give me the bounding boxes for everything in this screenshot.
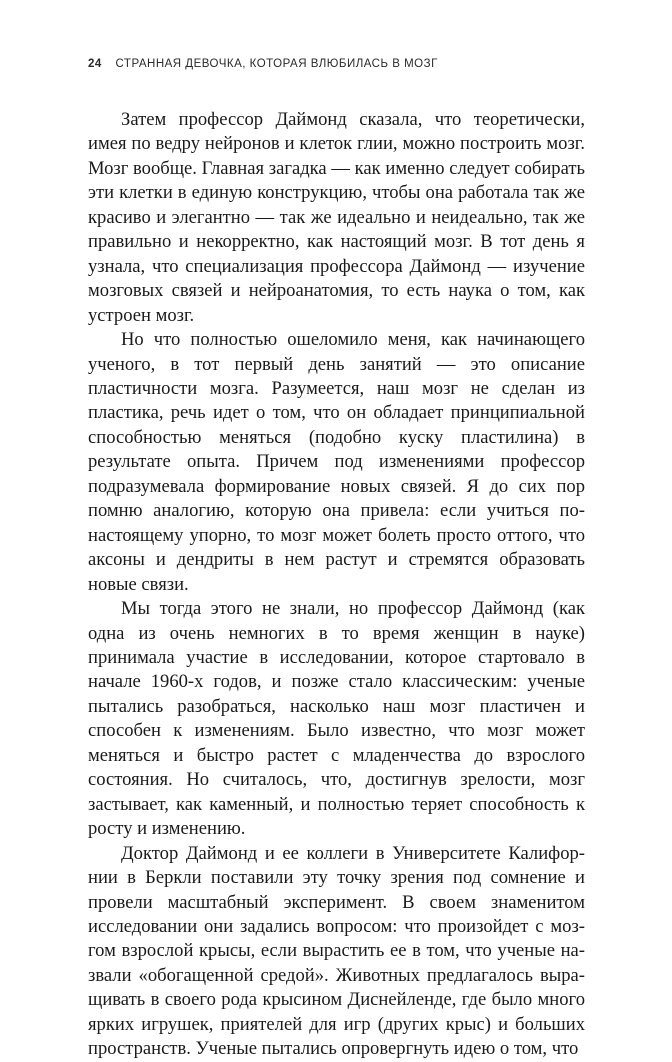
body-text	[88, 108, 585, 1062]
book-title: СТРАННАЯ ДЕВОЧКА, КОТОРАЯ ВЛЮБИЛАСЬ В МОЗГ	[115, 58, 438, 70]
page-number: 24	[88, 58, 102, 70]
running-head	[88, 58, 438, 70]
paragraph: Затем профессор Даймонд сказала, что теоретически, имея по ведру нейронов и клеток глии, можно построить мозг. Мозг вообще. Главная загадка — как именно следует собирать эти клетки в единую конструкцию, чтобы она работала так же красиво и элегантно — так же идеально и неидеально, так же правильно и некорректно, как настоящий мозг. В тот день я узнала, что специализация профессора Даймонд — изучение мозговых связей и нейроанатомия, то есть наука о том, как устроен мозг.	[88, 109, 585, 326]
paragraph: Но что полностью ошеломило меня, как начинающего ученого, в тот первый день занятий — это описание пластичности мозга. Разумеется, наш мозг не сделан из пластика, речь идет о том, что он обладает принципиальной способностью меняться (подобно куску пластилина) в результате опыта. Причем под изменениями профессор подразумевала формирование новых связей. Я до сих пор помню аналогию, которую она привела: если учиться по-настоящему упорно, то мозг может болеть просто оттого, что аксоны и дендриты в нем растут и стремятся образовать новые связи.	[88, 329, 585, 595]
paragraph: Мы тогда этого не знали, но профессор Даймонд (как одна из очень немногих в то время женщин в науке) принимала участие в исследовании, которое стартовало в начале 1960-х годов, и позже стало классическим: ученые пытались разобраться, насколько наш мозг пластичен и способен к изменениям. Было известно, что мозг может меняться и быстро растет с младенчества до взрослого состояния. Но считалось, что, достигнув зрелости, мозг застывает, как каменный, и полностью теряет способность к росту и изменению.	[88, 598, 585, 840]
paragraph: Доктор Даймонд и ее коллеги в Университете Калифорнии в Беркли поставили эту точку зрения под сомнение и провели масштабный эксперимент. В своем знаменитом исследовании они задались вопросом: что произойдет с мозгом взрослой крысы, если вырастить ее в том, что ученые назвали «обогащенной средой». Животных предлагалось выращивать в своего рода крысином Диснейленде, где было много ярких игрушек, приятелей для игр (других крыс) и больших пространств. Ученые пытались опровергнуть идею о том, что	[88, 842, 585, 1060]
